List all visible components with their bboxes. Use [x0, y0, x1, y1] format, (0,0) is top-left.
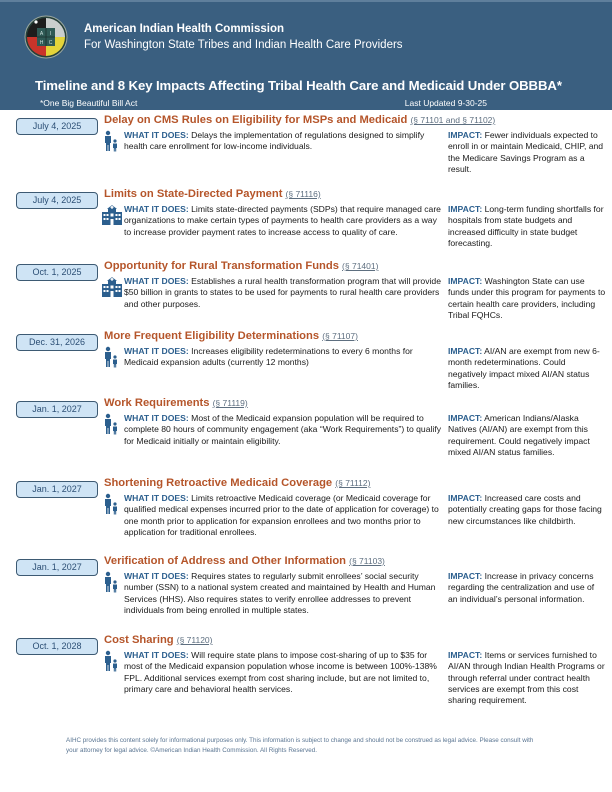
- item-title: [104, 555, 385, 567]
- logo-letter: I: [49, 31, 52, 37]
- what-it-does: [124, 204, 442, 238]
- what-text: Most of the Medicaid expansion population will be required to complete 80 hours of community engagement (aka “Work Requirements”) to qualify for Medicaid initially or maintain eligibility.: [124, 413, 441, 446]
- impact: [448, 650, 606, 706]
- what-it-does: [124, 571, 442, 616]
- item-title-text: Cost Sharing: [104, 634, 174, 646]
- what-label: WHAT IT DOES:: [124, 413, 189, 423]
- family-icon: [101, 571, 123, 593]
- what-text: Requires states to regularly submit enrollees’ social security number (SSN) to a national system created and maintained by Health and Human Services (HHS). Also requires states to verify enrollee addresses to prevent individuals from being enrolled in multiple states.: [124, 571, 436, 615]
- impact-text: AI/AN are exempt from new 6-month redeterminations. Could negatively impact mixed AI/AN status families.: [448, 346, 600, 390]
- date-badge: Oct. 1, 2025: [16, 264, 98, 281]
- section-reference-link[interactable]: (§ 71401): [342, 261, 379, 271]
- what-it-does: [124, 346, 442, 369]
- impact-text: American Indians/Alaska Natives (AI/AN) are exempt from this requirement. Could negatively impact mixed AI/AN status families.: [448, 413, 590, 457]
- what-label: WHAT IT DOES:: [124, 130, 189, 140]
- date-badge: Jan. 1, 2027: [16, 401, 98, 418]
- logo-letter: H: [39, 40, 44, 46]
- impact-label: IMPACT:: [448, 130, 483, 140]
- hospital-building-icon: [101, 276, 123, 298]
- impact-label: IMPACT:: [448, 413, 483, 423]
- item-title: [104, 330, 358, 342]
- item-title: [104, 260, 378, 272]
- impact-text: Items or services furnished to AI/AN through Indian Health Programs or through referral under contract health services are exempt from this cost sharing requirement.: [448, 650, 605, 706]
- what-it-does: [124, 650, 442, 695]
- what-label: WHAT IT DOES:: [124, 276, 189, 286]
- disclaimer: AIHC provides this content solely for informational purposes only. This information is subject to change and should not be construed as legal advice. Please consult with your attorney for legal advice. ©American Indian Health Commission. All Rights Reserved.: [66, 737, 534, 754]
- what-label: WHAT IT DOES:: [124, 346, 189, 356]
- what-it-does: [124, 130, 442, 153]
- item-title: [104, 634, 213, 646]
- item-title-text: Shortening Retroactive Medicaid Coverage: [104, 477, 333, 489]
- impact-label: IMPACT:: [448, 571, 483, 581]
- item-title: [104, 397, 248, 409]
- item-title-text: Delay on CMS Rules on Eligibility for MSPs and Medicaid: [104, 114, 408, 126]
- section-reference-link[interactable]: (§ 71107): [322, 331, 358, 341]
- impact-label: IMPACT:: [448, 650, 483, 660]
- what-it-does: [124, 276, 442, 310]
- impact-label: IMPACT:: [448, 276, 483, 286]
- impact-text: Fewer individuals expected to enroll in or maintain Medicaid, CHIP, and the Medicare Savings Program as a result.: [448, 130, 604, 174]
- what-it-does: [124, 413, 442, 447]
- what-text: Delays the implementation of regulations designed to simplify health care enrollment for low-income individuals.: [124, 130, 425, 152]
- family-icon: [101, 130, 123, 152]
- date-badge: Jan. 1, 2027: [16, 481, 98, 498]
- item-title-text: Work Requirements: [104, 397, 210, 409]
- date-badge: Oct. 1, 2028: [16, 638, 98, 655]
- impact-text: Washington State can use funds under this program for payments to certain health care providers, including Tribal FQHCs.: [448, 276, 606, 320]
- item-title-text: Verification of Address and Other Information: [104, 555, 347, 567]
- impact: [448, 204, 606, 249]
- what-text: Will require state plans to impose cost-sharing of up to $35 for most of the Medicaid expansion population whose income is between 100%-138% FPL. Additional services exempt from cost sharing include, but are not limited to, primary care and behavioral health services.: [124, 650, 437, 694]
- impact: [448, 493, 606, 527]
- date-badge: Dec. 31, 2026: [16, 334, 98, 351]
- what-text: Increases eligibility redeterminations to every 6 months for Medicaid expansion adults (currently 12 months): [124, 346, 413, 368]
- family-icon: [101, 650, 123, 672]
- family-icon: [101, 346, 123, 368]
- item-title-text: More Frequent Eligibility Determinations: [104, 330, 320, 342]
- section-reference-link[interactable]: (§ 71101 and § 71102): [410, 115, 496, 125]
- org-subtitle: For Washington State Tribes and Indian Health Care Providers: [84, 39, 403, 51]
- impact-label: IMPACT:: [448, 493, 483, 503]
- org-name: American Indian Health Commission: [84, 23, 285, 35]
- what-label: WHAT IT DOES:: [124, 204, 189, 214]
- impact: [448, 571, 606, 605]
- item-title: [104, 114, 495, 126]
- item-title: [104, 188, 321, 200]
- impact-label: IMPACT:: [448, 204, 483, 214]
- header-banner: [0, 0, 612, 110]
- impact-text: Increased care costs and potentially creating gaps for those facing new circumstances like childbirth.: [448, 493, 602, 526]
- what-text: Limits retroactive Medicaid coverage (or Medicaid coverage for qualified medical expenses incurred prior to the date of application for coverage) to one month prior to application for expansion enrollees and two months prior to application for traditional enrollees.: [124, 493, 439, 537]
- item-title-text: Limits on State-Directed Payment: [104, 188, 283, 200]
- impact-text: Increase in privacy concerns regarding the centralization and use of an individual’s personal information.: [448, 571, 595, 604]
- item-title: [104, 477, 370, 489]
- impact-label: IMPACT:: [448, 346, 483, 356]
- footnote: *One Big Beautiful Bill Act: [40, 98, 138, 108]
- family-icon: [101, 413, 123, 435]
- impact: [448, 346, 606, 391]
- what-label: WHAT IT DOES:: [124, 493, 189, 503]
- what-label: WHAT IT DOES:: [124, 571, 189, 581]
- impact: [448, 413, 606, 458]
- what-text: Establishes a rural health transformation program that will provide $50 billion in grants to states to be used for payments to rural health care providers and other purposes.: [124, 276, 441, 309]
- section-reference-link[interactable]: (§ 71112): [335, 478, 371, 488]
- impact-text: Long-term funding shortfalls for hospitals from state budgets and increased difficulty in state budget forecasting.: [448, 204, 604, 248]
- page-title: Timeline and 8 Key Impacts Affecting Tribal Health Care and Medicaid Under OBBBA*: [35, 78, 562, 93]
- family-icon: [101, 493, 123, 515]
- impact: [448, 276, 606, 321]
- item-title-text: Opportunity for Rural Transformation Funds: [104, 260, 339, 272]
- last-updated: Last Updated 9-30-25: [404, 98, 487, 108]
- aihc-logo: [24, 15, 68, 59]
- section-reference-link[interactable]: (§ 71103): [349, 556, 385, 566]
- impact: [448, 130, 606, 175]
- what-it-does: [124, 493, 442, 538]
- hospital-building-icon: [101, 204, 123, 226]
- section-reference-link[interactable]: (§ 71119): [212, 398, 248, 408]
- section-reference-link[interactable]: (§ 71120): [176, 635, 213, 645]
- what-label: WHAT IT DOES:: [124, 650, 189, 660]
- date-badge: July 4, 2025: [16, 192, 98, 209]
- section-reference-link[interactable]: (§ 71116): [285, 189, 321, 199]
- logo-letter: A: [39, 31, 44, 37]
- logo-letter: C: [48, 40, 53, 46]
- date-badge: Jan. 1, 2027: [16, 559, 98, 576]
- date-badge: July 4, 2025: [16, 118, 98, 135]
- what-text: Limits state-directed payments (SDPs) that require managed care organizations to make certain types of payments to health care providers as a way to increase provider payment rates to increase access to quality of care.: [124, 204, 441, 237]
